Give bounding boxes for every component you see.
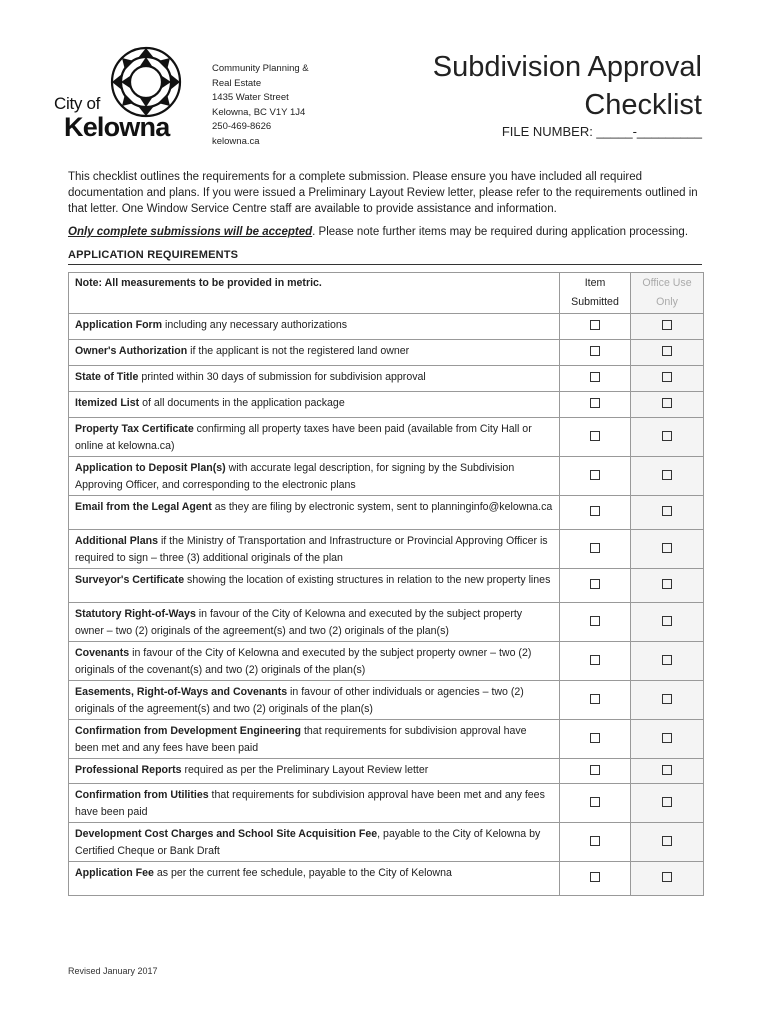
table-row: [69, 366, 704, 392]
logo-kelowna: Kelowna: [64, 112, 170, 142]
office-use-cell: [631, 569, 704, 603]
item-submitted-checkbox[interactable]: [590, 431, 600, 441]
office-use-cell: [631, 530, 704, 569]
col-office-line1: Office Use: [642, 277, 692, 289]
office-use-checkbox[interactable]: [662, 694, 672, 704]
dept-line: Community Planning &: [212, 63, 309, 74]
title-line-1: Subdivision Approval: [432, 51, 702, 83]
item-submitted-cell: [560, 823, 631, 862]
item-submitted-cell: [560, 340, 631, 366]
office-use-cell: [631, 392, 704, 418]
office-use-checkbox[interactable]: [662, 765, 672, 775]
office-use-cell: [631, 340, 704, 366]
item-submitted-cell: [560, 862, 631, 896]
requirement-detail: confirming all property taxes have been paid (available from City Hall or online at kelowna.ca): [75, 423, 532, 452]
requirement-detail: required as per the Preliminary Layout Review letter: [181, 764, 429, 776]
requirement-title: Itemized List: [75, 397, 140, 409]
office-use-checkbox[interactable]: [662, 506, 672, 516]
item-submitted-cell: [560, 392, 631, 418]
item-submitted-checkbox[interactable]: [590, 543, 600, 553]
note-header: Note: All measurements to be provided in metric.: [69, 273, 560, 314]
office-use-checkbox[interactable]: [662, 470, 672, 480]
item-submitted-cell: [560, 569, 631, 603]
requirement-description: [69, 496, 560, 530]
item-submitted-cell: [560, 784, 631, 823]
item-submitted-checkbox[interactable]: [590, 733, 600, 743]
requirement-detail: as they are filing by electronic system, sent to planninginfo@kelowna.ca: [211, 501, 553, 513]
office-use-cell: [631, 366, 704, 392]
requirement-description: [69, 603, 560, 642]
requirement-title: Development Cost Charges and School Site Acquisition Fee: [75, 828, 378, 840]
col-item-submitted: [560, 273, 631, 314]
requirement-detail: that requirements for subdivision approval have been met and any fees have been paid: [75, 789, 545, 818]
requirement-detail: if the applicant is not the registered land owner: [187, 345, 410, 357]
table-row: [69, 603, 704, 642]
office-use-checkbox[interactable]: [662, 398, 672, 408]
file-number: FILE NUMBER: _____-_________: [501, 124, 702, 139]
dept-line: 1435 Water Street: [212, 92, 289, 103]
requirement-title: Easements, Right-of-Ways and Covenants: [75, 686, 288, 698]
office-use-cell: [631, 720, 704, 759]
item-submitted-cell: [560, 720, 631, 759]
item-submitted-checkbox[interactable]: [590, 320, 600, 330]
title-line-2: Checklist: [584, 89, 702, 121]
table-row: [69, 457, 704, 496]
item-submitted-checkbox[interactable]: [590, 655, 600, 665]
requirement-description: [69, 720, 560, 759]
table-row: [69, 314, 704, 340]
col-submitted-line2: Submitted: [571, 296, 619, 308]
table-row: [69, 681, 704, 720]
table-row: [69, 418, 704, 457]
requirement-description: [69, 366, 560, 392]
item-submitted-cell: [560, 457, 631, 496]
table-row: [69, 340, 704, 366]
item-submitted-checkbox[interactable]: [590, 836, 600, 846]
office-use-checkbox[interactable]: [662, 616, 672, 626]
table-row: [69, 784, 704, 823]
logo-city-of: City of: [54, 94, 101, 113]
requirement-detail: including any necessary authorizations: [162, 319, 348, 331]
item-submitted-checkbox[interactable]: [590, 372, 600, 382]
col-office-use: [631, 273, 704, 314]
requirement-detail: , payable to the City of Kelowna by Certified Cheque or Bank Draft: [75, 828, 541, 857]
table-row: [69, 720, 704, 759]
item-submitted-cell: [560, 314, 631, 340]
requirement-title: Application to Deposit Plan(s): [75, 462, 226, 474]
office-use-checkbox[interactable]: [662, 543, 672, 553]
office-use-checkbox[interactable]: [662, 431, 672, 441]
item-submitted-checkbox[interactable]: [590, 616, 600, 626]
requirement-description: [69, 642, 560, 681]
office-use-checkbox[interactable]: [662, 579, 672, 589]
item-submitted-cell: [560, 418, 631, 457]
item-submitted-checkbox[interactable]: [590, 872, 600, 882]
office-use-cell: [631, 681, 704, 720]
requirement-description: [69, 392, 560, 418]
requirement-detail: showing the location of existing structures in relation to the new property lines: [184, 574, 551, 586]
office-use-cell: [631, 457, 704, 496]
office-use-cell: [631, 418, 704, 457]
intro-paragraph: This checklist outlines the requirements for a complete submission. Please ensure you have included all required documentation and plans. If you were issued a Preliminary Layout Review letter, please refer to the requirements outlined in that letter. One Window Service Centre staff are available to provide assistance and information.: [68, 171, 698, 215]
table-row: [69, 392, 704, 418]
requirement-detail: if the Ministry of Transportation and Infrastructure or Provincial Approving Officer is required to sign – three (3) additional originals of the plan: [75, 535, 548, 564]
table-row: [69, 642, 704, 681]
page-title: [433, 48, 702, 124]
item-submitted-checkbox[interactable]: [590, 797, 600, 807]
section-title: APPLICATION REQUIREMENTS: [68, 249, 702, 265]
requirement-detail: in favour of the City of Kelowna and executed by the subject property owner – two (2) originals of the agreement(s) and two (2) originals of the plan(s): [75, 608, 523, 637]
requirement-description: [69, 530, 560, 569]
requirement-detail: with accurate legal description, for signing by the Subdivision Approving Officer, and corresponding to the electronic plans: [75, 462, 515, 491]
office-use-cell: [631, 496, 704, 530]
office-use-cell: [631, 862, 704, 896]
requirement-title: Owner's Authorization: [75, 345, 188, 357]
requirement-title: State of Title: [75, 371, 139, 383]
office-use-checkbox[interactable]: [662, 320, 672, 330]
item-submitted-cell: [560, 759, 631, 784]
requirement-title: Confirmation from Utilities: [75, 789, 209, 801]
requirement-detail: in favour of the City of Kelowna and executed by the subject property owner – two (2) originals of the covenant(s) and two (2) originals of the plan(s): [75, 647, 532, 676]
requirement-description: [69, 314, 560, 340]
requirement-detail: that requirements for subdivision approval have been met and any fees have been paid: [75, 725, 527, 754]
col-office-line2: Only: [656, 296, 678, 308]
requirement-title: Application Fee: [75, 867, 154, 879]
item-submitted-cell: [560, 496, 631, 530]
table-header-row: [69, 273, 704, 314]
office-use-checkbox[interactable]: [662, 836, 672, 846]
item-submitted-cell: [560, 681, 631, 720]
item-submitted-checkbox[interactable]: [590, 506, 600, 516]
item-submitted-cell: [560, 642, 631, 681]
requirement-description: [69, 784, 560, 823]
office-use-cell: [631, 759, 704, 784]
requirement-title: Statutory Right-of-Ways: [75, 608, 196, 620]
requirement-description: [69, 340, 560, 366]
table-row: [69, 759, 704, 784]
office-use-checkbox[interactable]: [662, 655, 672, 665]
item-submitted-cell: [560, 366, 631, 392]
office-use-checkbox[interactable]: [662, 372, 672, 382]
requirement-detail: as per the current fee schedule, payable to the City of Kelowna: [153, 867, 452, 879]
requirement-description: [69, 569, 560, 603]
office-use-cell: [631, 314, 704, 340]
office-use-checkbox[interactable]: [662, 797, 672, 807]
requirement-description: [69, 418, 560, 457]
requirement-description: [69, 681, 560, 720]
requirement-description: [69, 823, 560, 862]
requirement-detail: of all documents in the application package: [139, 397, 345, 409]
requirement-title: Professional Reports: [75, 764, 182, 776]
table-row: [69, 569, 704, 603]
item-submitted-checkbox[interactable]: [590, 398, 600, 408]
requirement-description: [69, 862, 560, 896]
requirement-title: Confirmation from Development Engineering: [75, 725, 302, 737]
notice-rest: . Please note further items may be required during application processing.: [312, 226, 689, 238]
office-use-checkbox[interactable]: [662, 733, 672, 743]
department-address: [212, 62, 309, 149]
table-row: [69, 496, 704, 530]
item-submitted-checkbox[interactable]: [590, 579, 600, 589]
item-submitted-cell: [560, 603, 631, 642]
revision-date: Revised January 2017: [68, 966, 158, 976]
item-submitted-checkbox[interactable]: [590, 694, 600, 704]
requirement-detail: printed within 30 days of submission for subdivision approval: [138, 371, 426, 383]
dept-line: kelowna.ca: [212, 135, 260, 147]
item-submitted-cell: [560, 530, 631, 569]
office-use-checkbox[interactable]: [662, 872, 672, 882]
item-submitted-checkbox[interactable]: [590, 765, 600, 775]
item-submitted-checkbox[interactable]: [590, 470, 600, 480]
table-row: [69, 862, 704, 896]
requirement-title: Covenants: [75, 647, 130, 659]
dept-line: Kelowna, BC V1Y 1J4: [212, 106, 306, 118]
table-row: [69, 530, 704, 569]
requirement-title: Property Tax Certificate: [75, 423, 194, 435]
col-submitted-line1: Item: [584, 277, 606, 289]
requirements-table: [68, 272, 704, 896]
requirement-description: [69, 457, 560, 496]
office-use-checkbox[interactable]: [662, 346, 672, 356]
item-submitted-checkbox[interactable]: [590, 346, 600, 356]
requirement-title: Application Form: [75, 319, 163, 331]
requirement-title: Additional Plans: [75, 535, 158, 547]
requirement-detail: in favour of other individuals or agencies – two (2) originals of the agreement(s) and two (2) originals of the plan(s): [75, 686, 524, 715]
requirement-title: Surveyor's Certificate: [75, 574, 185, 586]
kelowna-logo-icon: [108, 44, 184, 120]
requirement-description: [69, 759, 560, 784]
city-logo: [54, 44, 184, 144]
office-use-cell: [631, 823, 704, 862]
office-use-cell: [631, 784, 704, 823]
table-row: [69, 823, 704, 862]
notice-emphasis: Only complete submissions will be accepted: [68, 226, 313, 238]
office-use-cell: [631, 642, 704, 681]
dept-line: Real Estate: [212, 77, 262, 89]
requirement-title: Email from the Legal Agent: [75, 501, 212, 513]
office-use-cell: [631, 603, 704, 642]
dept-line: 250-469-8626: [212, 121, 272, 132]
notice-line: [68, 226, 688, 238]
